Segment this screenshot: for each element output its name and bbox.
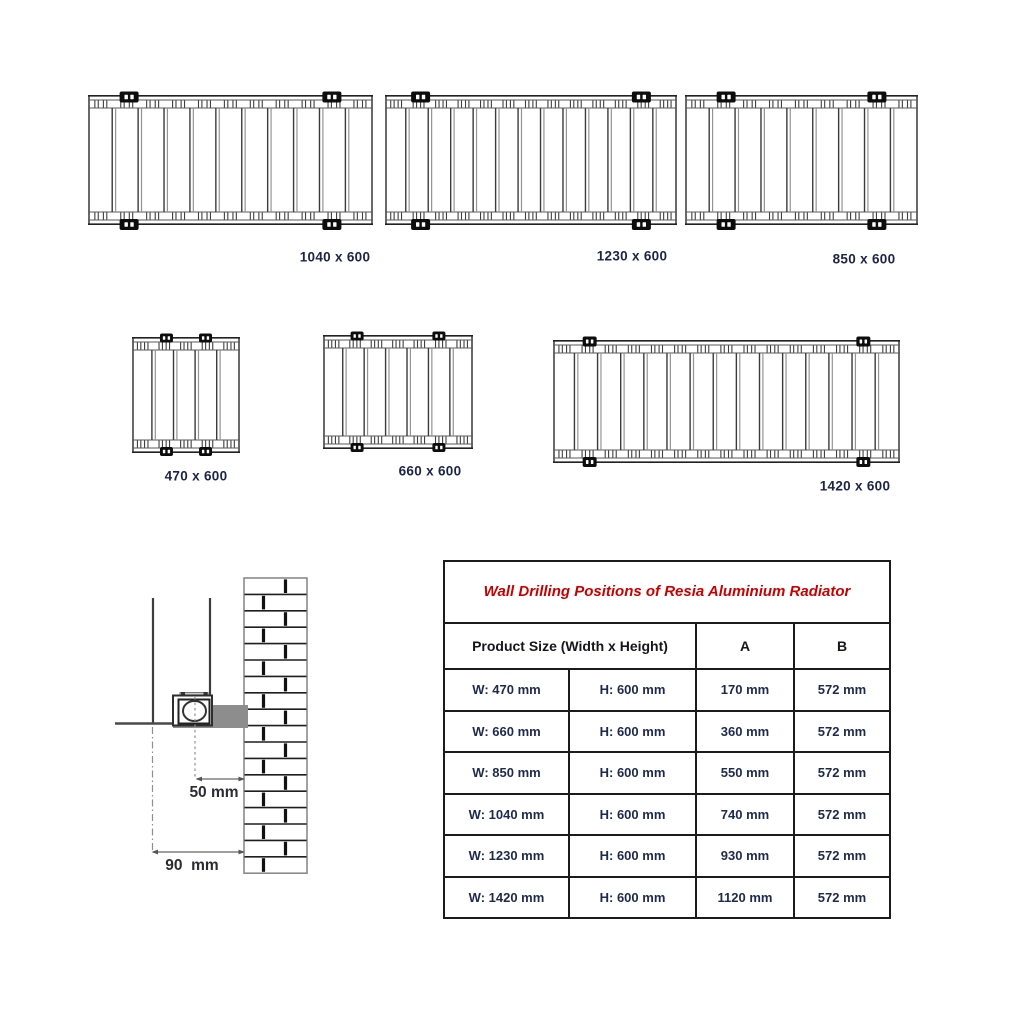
- table-row: [444, 752, 890, 794]
- cell-height: H: 600 mm: [569, 877, 696, 919]
- mounting-bracket: [432, 443, 445, 452]
- dimension-label-50mm: 50 mm: [189, 784, 239, 801]
- table-title-row: [444, 561, 890, 623]
- wall-mount-side-view: [100, 570, 320, 900]
- mounting-bracket: [856, 457, 870, 467]
- col-header-product-size: Product Size (Width x Height): [444, 623, 696, 669]
- arrow-left-icon: [152, 850, 159, 855]
- table-row: [444, 794, 890, 836]
- mounting-bracket: [717, 219, 736, 230]
- radiator-diagram-1230x600: [385, 85, 677, 237]
- mounting-bracket: [632, 219, 651, 230]
- radiator-diagram-1040x600: [88, 85, 373, 237]
- cell-height: H: 600 mm: [569, 669, 696, 711]
- cell-width: W: 1230 mm: [444, 835, 569, 877]
- mounting-bracket: [351, 443, 364, 452]
- cell-height: H: 600 mm: [569, 794, 696, 836]
- radiator-size-label: 660 x 600: [398, 463, 462, 479]
- mounting-bracket: [120, 219, 139, 230]
- cell-b: 572 mm: [794, 669, 890, 711]
- mounting-bracket: [322, 219, 341, 230]
- mounting-bracket: [717, 92, 736, 103]
- cell-a: 1120 mm: [696, 877, 794, 919]
- radiator-diagram-1420x600: [553, 330, 900, 475]
- table-row: [444, 669, 890, 711]
- table-title: Wall Drilling Positions of Resia Aluminium Radiator: [444, 561, 890, 623]
- cell-height: H: 600 mm: [569, 752, 696, 794]
- cell-b: 572 mm: [794, 711, 890, 753]
- radiator-size-label: 1230 x 600: [596, 248, 668, 264]
- mounting-bracket: [199, 447, 212, 456]
- mounting-bracket: [160, 334, 173, 343]
- mounting-bracket: [411, 92, 430, 103]
- table-row: [444, 877, 890, 919]
- table-row: [444, 711, 890, 753]
- cell-height: H: 600 mm: [569, 711, 696, 753]
- dimension-label-90mm: 90 mm: [165, 857, 219, 874]
- cell-b: 572 mm: [794, 877, 890, 919]
- mounting-bracket: [867, 92, 886, 103]
- col-header-b: B: [794, 623, 890, 669]
- cell-width: W: 1040 mm: [444, 794, 569, 836]
- drilling-positions-table: [443, 560, 891, 919]
- radiator-diagram-660x600: [323, 325, 473, 461]
- cell-b: 572 mm: [794, 794, 890, 836]
- cell-width: W: 470 mm: [444, 669, 569, 711]
- arrow-left-icon: [196, 777, 203, 782]
- radiator-size-label: 1420 x 600: [819, 478, 891, 494]
- mounting-bracket: [856, 337, 870, 347]
- cell-width: W: 660 mm: [444, 711, 569, 753]
- cell-b: 572 mm: [794, 752, 890, 794]
- cell-a: 740 mm: [696, 794, 794, 836]
- radiator-diagram-470x600: [132, 327, 240, 465]
- mounting-bracket: [160, 447, 173, 456]
- cell-b: 572 mm: [794, 835, 890, 877]
- mounting-bracket: [199, 334, 212, 343]
- cell-a: 170 mm: [696, 669, 794, 711]
- radiator-size-label: 850 x 600: [832, 251, 896, 267]
- cell-a: 550 mm: [696, 752, 794, 794]
- cell-a: 930 mm: [696, 835, 794, 877]
- radiator-size-label: 470 x 600: [164, 468, 228, 484]
- mounting-bracket: [432, 332, 445, 341]
- table-row: [444, 835, 890, 877]
- cell-width: W: 850 mm: [444, 752, 569, 794]
- table-header-row: [444, 623, 890, 669]
- mounting-bracket: [583, 457, 597, 467]
- mounting-bracket: [632, 92, 651, 103]
- mounting-bracket: [867, 219, 886, 230]
- cell-a: 360 mm: [696, 711, 794, 753]
- radiator-size-label: 1040 x 600: [299, 249, 371, 265]
- cell-width: W: 1420 mm: [444, 877, 569, 919]
- mounting-bracket: [411, 219, 430, 230]
- col-header-a: A: [696, 623, 794, 669]
- mounting-bracket: [583, 337, 597, 347]
- mounting-bracket: [322, 92, 341, 103]
- mounting-bracket: [351, 332, 364, 341]
- cell-height: H: 600 mm: [569, 835, 696, 877]
- radiator-diagram-850x600: [685, 85, 918, 237]
- mounting-bracket: [120, 92, 139, 103]
- brick-wall: [244, 578, 307, 873]
